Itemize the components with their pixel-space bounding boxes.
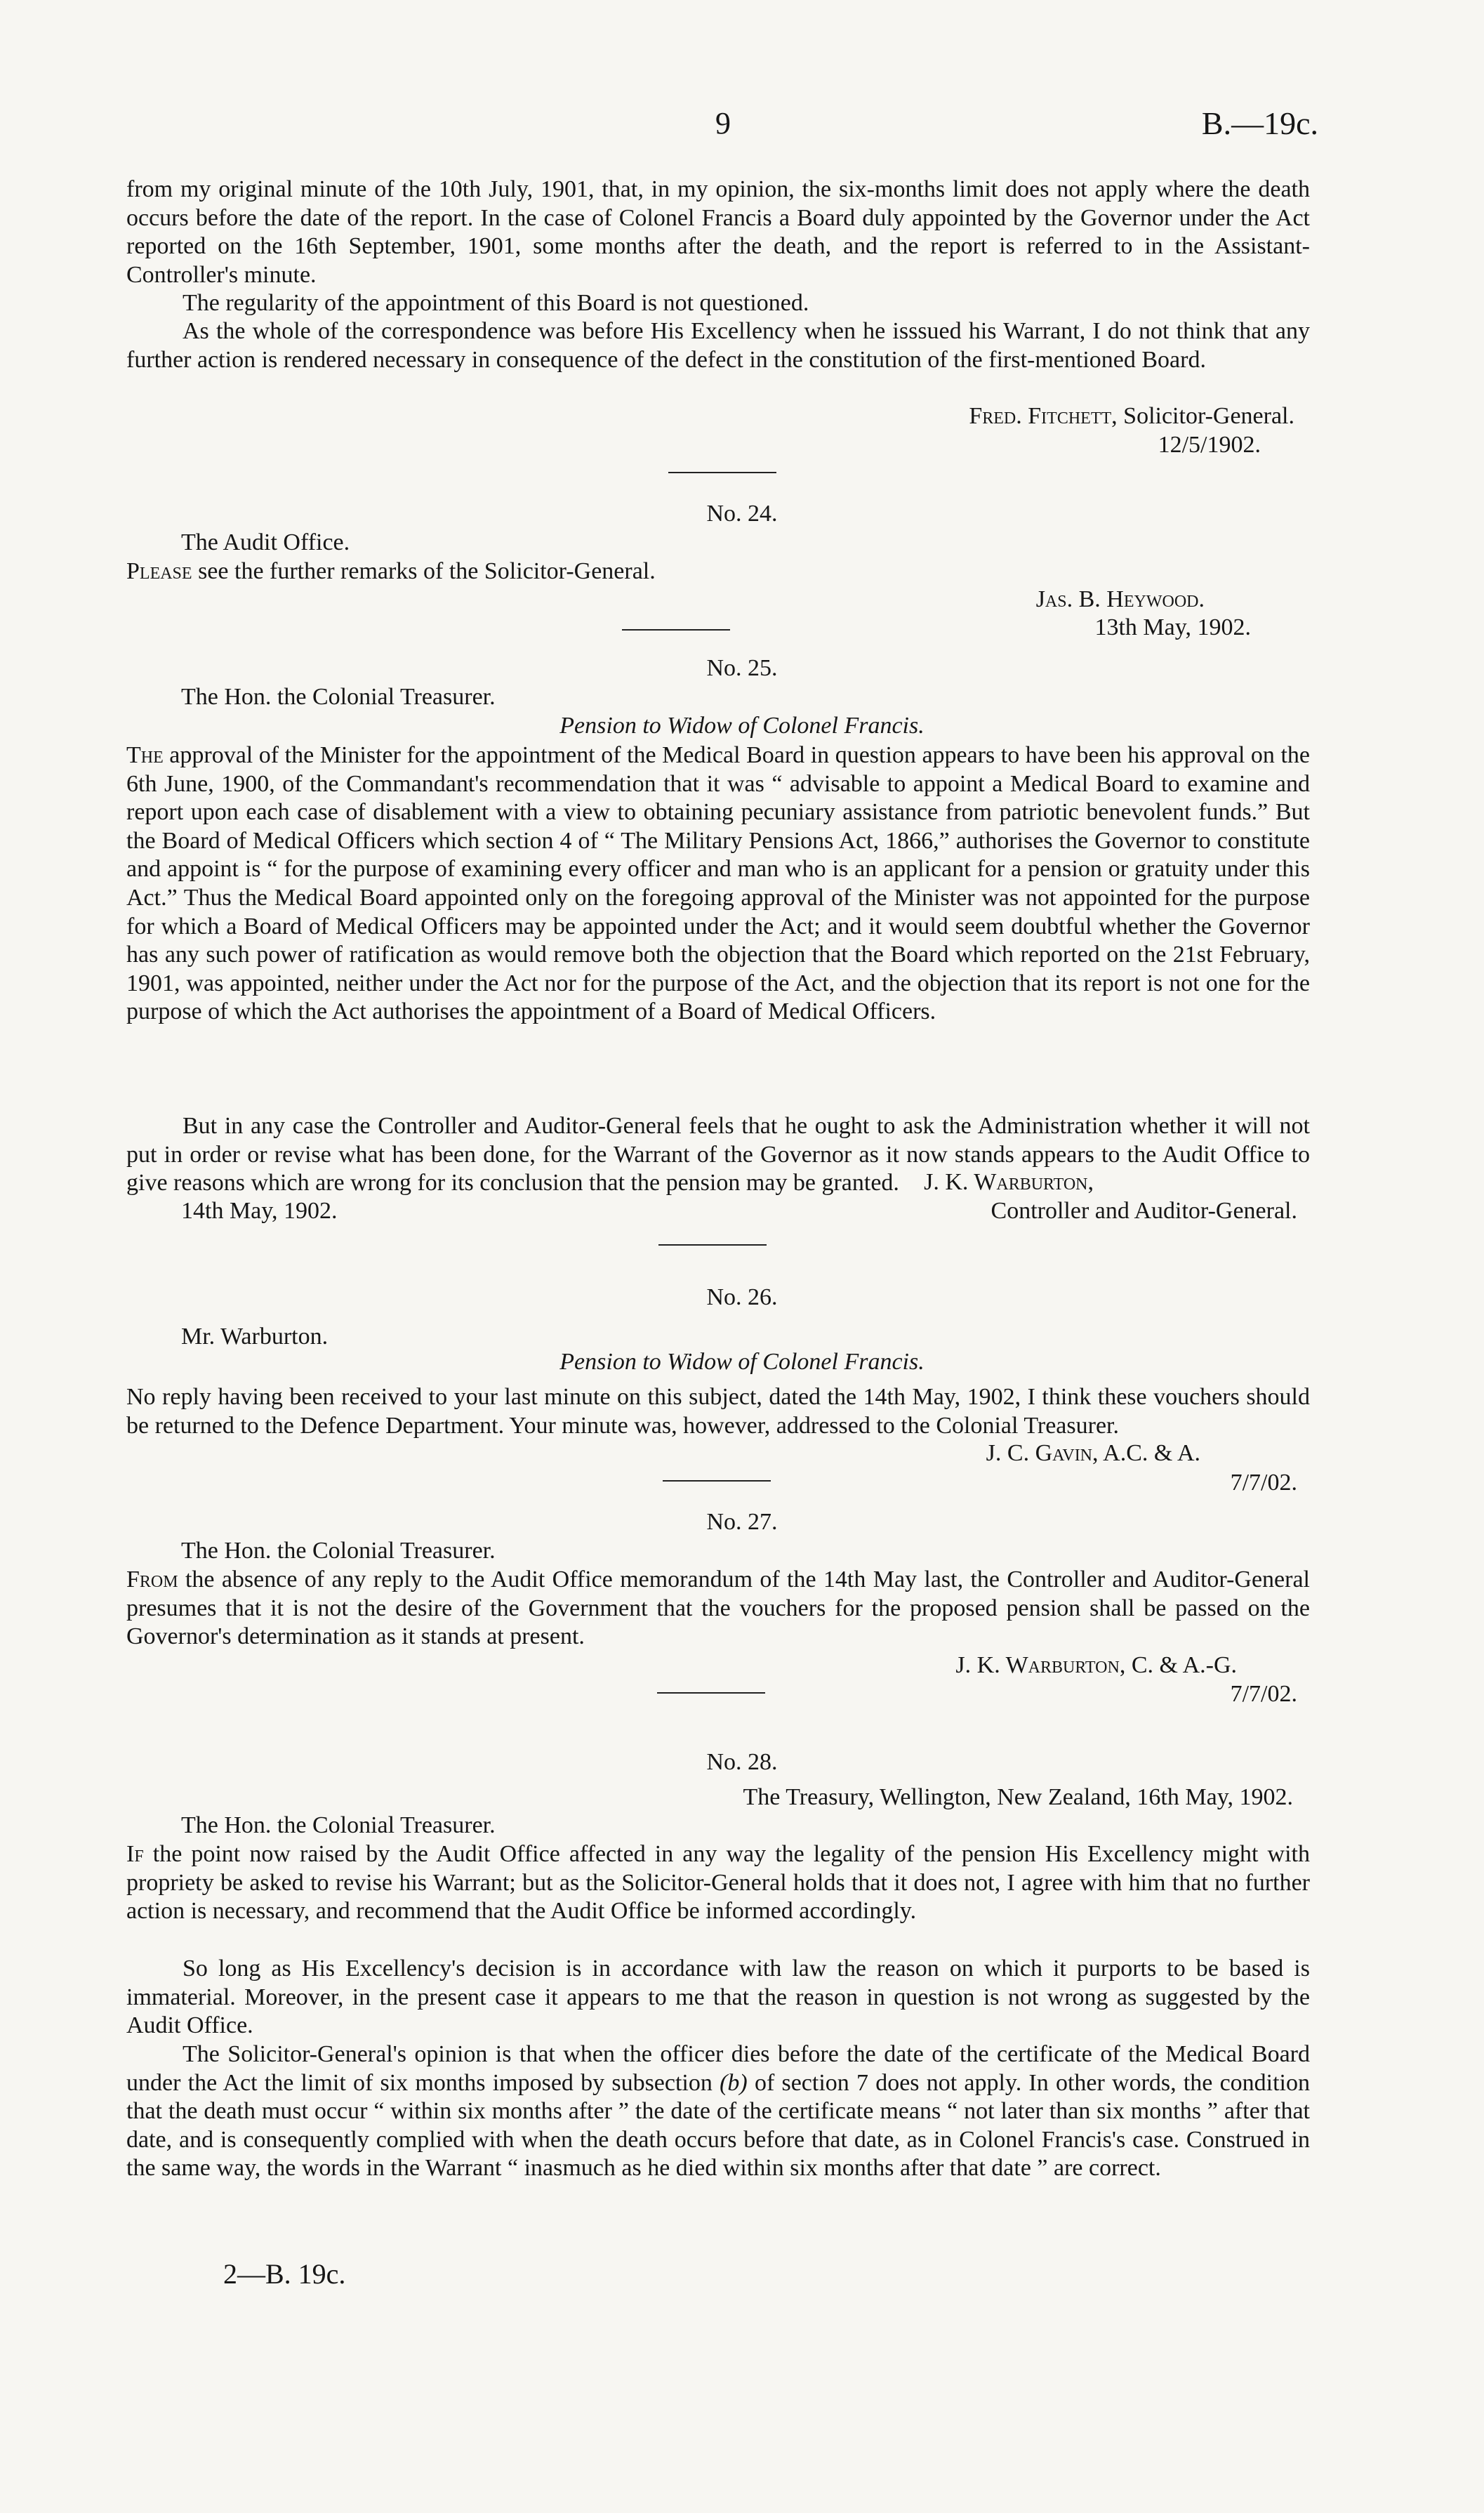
body-text: see the further remarks of the Solicitor-General. bbox=[192, 558, 656, 584]
minute-heading-24: No. 24. bbox=[706, 501, 778, 527]
lead-word: Please bbox=[126, 558, 192, 584]
signature-27: J. K. Warburton, C. & A.-G. bbox=[955, 1652, 1237, 1678]
body-text: approval of the Minister for the appointment of the Medical Board in question appears to have been his approval on the 6th June, 1900, of the Commandant's recommendation that it was “ advisable to appoint a Medical Board to examine and report upon each case of disablement with a view to obtaining pecuniary assistance from patriotic benevolent funds.” But the Board of Medical Officers which section 4 of “ The Military Pensions Act, 1866,” authorises the Governor to constitute and appoint is “ for the purpose of examining every officer and man who is an applicant for a pension or gratuity under this Act.” Thus the Medical Board appointed only on the foregoing approval of the Minister was not appointed for the purpose for which a Board of Medical Officers may be appointed under the Act; and it would seem doubtful whether the Governor has any such power of ratification as would remove both the objection that the Board which reported on the 21st February, 1901, was appointed, neither under the Act nor for the purpose of the Act, and the objection that its report is not one for the purpose of which the Act authorises the appointment of a Board of Medical Officers. bbox=[126, 742, 1310, 1025]
body-text: the point now raised by the Audit Office affected in any way the legality of the pension His Excellency might with propriety be asked to revise his Warrant; but as the Solicitor-General holds that it does not, I agree with him that no further action is necessary, and recommend that the Audit Office be informed accordingly. bbox=[126, 1841, 1310, 1925]
signature-24: Jas. B. Heywood. bbox=[1035, 586, 1205, 612]
continuation-paragraph-3: As the whole of the correspondence was before His Excellency when he isssued his Warrant, I do not think that any further action is rendered necessary in consequence of the defect in the constitution of the first-mentioned Board. bbox=[126, 318, 1310, 373]
minute-paragraph-27 bbox=[126, 1566, 1310, 1651]
section-divider bbox=[658, 1244, 767, 1246]
minute-heading-26: No. 26. bbox=[706, 1284, 778, 1310]
printer-signature-mark: 2—B. 19c. bbox=[223, 2258, 346, 2290]
signature-title: , Solicitor-General. bbox=[1111, 403, 1294, 429]
signature-25: J. K. Warburton, bbox=[924, 1169, 1094, 1195]
section-divider bbox=[657, 1692, 765, 1694]
addressee-26: Mr. Warburton. bbox=[181, 1324, 329, 1350]
signature-date-24: 13th May, 1902. bbox=[1094, 614, 1251, 640]
minute-paragraph-28-2: So long as His Excellency's decision is in accordance with law the reason on which it purports to be based is immaterial. Moreover, in the present case it appears to me that the reason in question is not wrong as suggested by the Audit Office. bbox=[126, 1955, 1310, 2039]
signature-26: J. C. Gavin, A.C. & A. bbox=[986, 1440, 1200, 1466]
body-text: of section 7 does not apply. In other words, the condition that the death must occur “ within six months after ” the date of the certificate means “ not later than six months ” after that date, and is consequently complied with when the death occurs before that date, as in Colonel Francis's case. Construed in the same way, the words in the Warrant “ inasmuch as he died within six months after that date ” are correct. bbox=[126, 2069, 1311, 2182]
signature-date-25: 14th May, 1902. bbox=[181, 1198, 338, 1224]
signature-title-25: Controller and Auditor-General. bbox=[991, 1198, 1297, 1224]
subject-26: Pension to Widow of Colonel Francis. bbox=[559, 1349, 925, 1375]
minute-paragraph-25-2: But in any case the Controller and Auditor-General feels that he ought to ask the Administration whether it will not put in order or revise what has been done, for the Warrant of the Governor as it now stands appears to the Audit Office to give reasons which are wrong for its conclusion that the pension may be granted. bbox=[126, 1113, 1310, 1196]
body-text: The Solicitor-General's opinion is that when the officer dies before the date of the certificate of the Medical Board under the Act the limit of six months imposed by subsection bbox=[126, 2041, 1310, 2096]
page-number: 9 bbox=[715, 106, 731, 140]
minute-heading-25: No. 25. bbox=[706, 655, 778, 681]
place-date-28: The Treasury, Wellington, New Zealand, 16th May, 1902. bbox=[743, 1784, 1293, 1810]
section-divider bbox=[622, 629, 730, 631]
addressee-28: The Hon. the Colonial Treasurer. bbox=[181, 1812, 496, 1838]
signature-date-27: 7/7/02. bbox=[1230, 1681, 1297, 1707]
signature-name: Fred. Fitchett bbox=[969, 403, 1112, 429]
addressee-24: The Audit Office. bbox=[181, 529, 350, 555]
section-divider bbox=[668, 472, 776, 473]
addressee-27: The Hon. the Colonial Treasurer. bbox=[181, 1538, 496, 1564]
addressee-25: The Hon. the Colonial Treasurer. bbox=[181, 684, 496, 710]
document-reference: B.—19c. bbox=[1201, 105, 1318, 141]
solicitor-general-signature bbox=[969, 402, 1294, 430]
minute-paragraph-28-1 bbox=[126, 1840, 1310, 1926]
subject-25: Pension to Widow of Colonel Francis. bbox=[559, 713, 925, 739]
lead-word: From bbox=[126, 1566, 178, 1592]
subsection-letter: (b) bbox=[720, 2069, 748, 2096]
minute-heading-28: No. 28. bbox=[706, 1749, 778, 1775]
body-text: the absence of any reply to the Audit Office memorandum of the 14th May last, the Controller and Auditor-General presumes that it is not the desire of the Government that the vouchers for the proposed pension shall be passed on the Governor's determination as it stands at present. bbox=[126, 1566, 1310, 1650]
section-divider bbox=[663, 1480, 771, 1482]
minute-paragraph-25-1 bbox=[126, 741, 1310, 1027]
minute-text-24 bbox=[126, 558, 1310, 586]
signature-date: 12/5/1902. bbox=[1158, 432, 1261, 458]
minute-heading-27: No. 27. bbox=[706, 1509, 778, 1535]
minute-paragraph-28-3 bbox=[126, 2040, 1310, 2183]
signature-date-26: 7/7/02. bbox=[1230, 1470, 1297, 1496]
lead-word: The bbox=[126, 742, 164, 768]
minute-paragraph-26: No reply having been received to your last minute on this subject, dated the 14th May, 1902, I think these vouchers should be returned to the Defence Department. Your minute was, however, addressed to the Colonial Treasurer. bbox=[126, 1384, 1310, 1439]
continuation-paragraph-2: The regularity of the appointment of this Board is not questioned. bbox=[183, 290, 809, 316]
lead-word: If bbox=[126, 1841, 144, 1867]
continuation-paragraph-1: from my original minute of the 10th July, 1901, that, in my opinion, the six-months limit does not apply where the death occurs before the date of the report. In the case of Colonel Francis a Board duly appointed by the Governor under the Act reported on the 16th September, 1901, some months after the death, and the report is referred to in the Assistant-Controller's minute. bbox=[126, 176, 1310, 288]
